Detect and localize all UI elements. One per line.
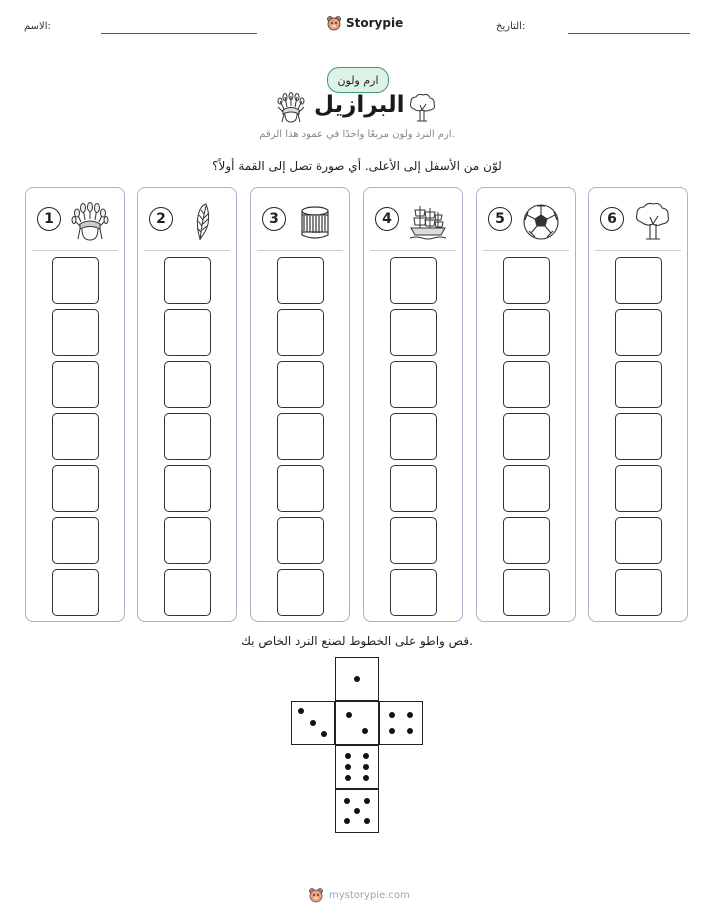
color-box[interactable] <box>52 465 99 512</box>
color-box[interactable] <box>615 413 662 460</box>
column-5 <box>476 187 576 622</box>
color-box[interactable] <box>52 257 99 304</box>
color-box[interactable] <box>164 413 211 460</box>
feather-icon <box>182 202 222 242</box>
color-box[interactable] <box>164 257 211 304</box>
brand-logo <box>326 14 403 32</box>
color-box[interactable] <box>52 569 99 616</box>
color-box[interactable] <box>277 517 324 564</box>
die-face-2 <box>335 701 379 745</box>
color-box[interactable] <box>615 465 662 512</box>
color-box[interactable] <box>503 569 550 616</box>
color-box[interactable] <box>164 517 211 564</box>
die-face-6 <box>335 745 379 789</box>
color-box[interactable] <box>503 517 550 564</box>
color-box[interactable] <box>277 361 324 408</box>
color-box[interactable] <box>390 465 437 512</box>
color-box[interactable] <box>390 413 437 460</box>
color-box[interactable] <box>164 465 211 512</box>
color-box[interactable] <box>277 309 324 356</box>
cut-instruction: قص واطو على الخطوط لصنع النرد الخاص بك. <box>241 634 473 648</box>
column-number: 2 <box>149 207 173 231</box>
column-number: 5 <box>488 207 512 231</box>
tree-icon <box>633 202 673 242</box>
die-face-3 <box>291 701 335 745</box>
color-box[interactable] <box>615 517 662 564</box>
badge: ارم ولون <box>327 67 389 93</box>
color-box[interactable] <box>503 413 550 460</box>
color-box[interactable] <box>615 361 662 408</box>
column-number: 4 <box>375 207 399 231</box>
column-1 <box>25 187 125 622</box>
color-box[interactable] <box>52 309 99 356</box>
ship-icon <box>408 202 448 242</box>
color-box[interactable] <box>615 309 662 356</box>
color-box[interactable] <box>52 517 99 564</box>
column-4 <box>363 187 463 622</box>
column-6 <box>588 187 688 622</box>
subtitle: ارم النرد ولون مربعًا واحدًا في عمود هذا الرقم. <box>259 129 455 140</box>
footer <box>308 886 410 904</box>
color-box[interactable] <box>390 309 437 356</box>
column-2 <box>137 187 237 622</box>
brand-name: Storypie <box>346 16 404 30</box>
name-label: الاسم: <box>24 21 51 32</box>
die-face-4 <box>379 701 423 745</box>
color-box[interactable] <box>503 257 550 304</box>
page-title: البرازيل <box>314 92 405 118</box>
bear-icon <box>326 15 342 32</box>
color-box[interactable] <box>164 309 211 356</box>
color-box[interactable] <box>164 361 211 408</box>
name-line[interactable] <box>101 33 257 34</box>
color-box[interactable] <box>390 517 437 564</box>
date-label: التاريخ: <box>496 21 526 32</box>
color-box[interactable] <box>277 413 324 460</box>
color-box[interactable] <box>503 361 550 408</box>
color-box[interactable] <box>503 309 550 356</box>
color-box[interactable] <box>503 465 550 512</box>
bear-icon <box>308 887 324 904</box>
color-box[interactable] <box>390 257 437 304</box>
footer-url[interactable]: mystorypie.com <box>329 889 410 901</box>
die-face-5 <box>335 789 379 833</box>
die-face-1 <box>335 657 379 701</box>
headdress-icon <box>276 92 306 124</box>
column-number: 1 <box>37 207 61 231</box>
color-box[interactable] <box>52 413 99 460</box>
color-box[interactable] <box>52 361 99 408</box>
color-box[interactable] <box>277 257 324 304</box>
column-number: 6 <box>600 207 624 231</box>
column-number: 3 <box>262 207 286 231</box>
color-box[interactable] <box>390 569 437 616</box>
color-box[interactable] <box>615 257 662 304</box>
column-3 <box>250 187 350 622</box>
drum-icon <box>295 202 335 242</box>
instruction: لوّن من الأسفل إلى الأعلى. أي صورة تصل إلى القمة أولاً؟ <box>212 159 502 173</box>
color-box[interactable] <box>390 361 437 408</box>
color-box[interactable] <box>615 569 662 616</box>
color-box[interactable] <box>277 569 324 616</box>
date-line[interactable] <box>568 33 690 34</box>
soccer-ball-icon <box>521 202 561 242</box>
tree-icon <box>408 93 436 123</box>
color-box[interactable] <box>164 569 211 616</box>
headdress-icon <box>70 202 110 242</box>
color-box[interactable] <box>277 465 324 512</box>
